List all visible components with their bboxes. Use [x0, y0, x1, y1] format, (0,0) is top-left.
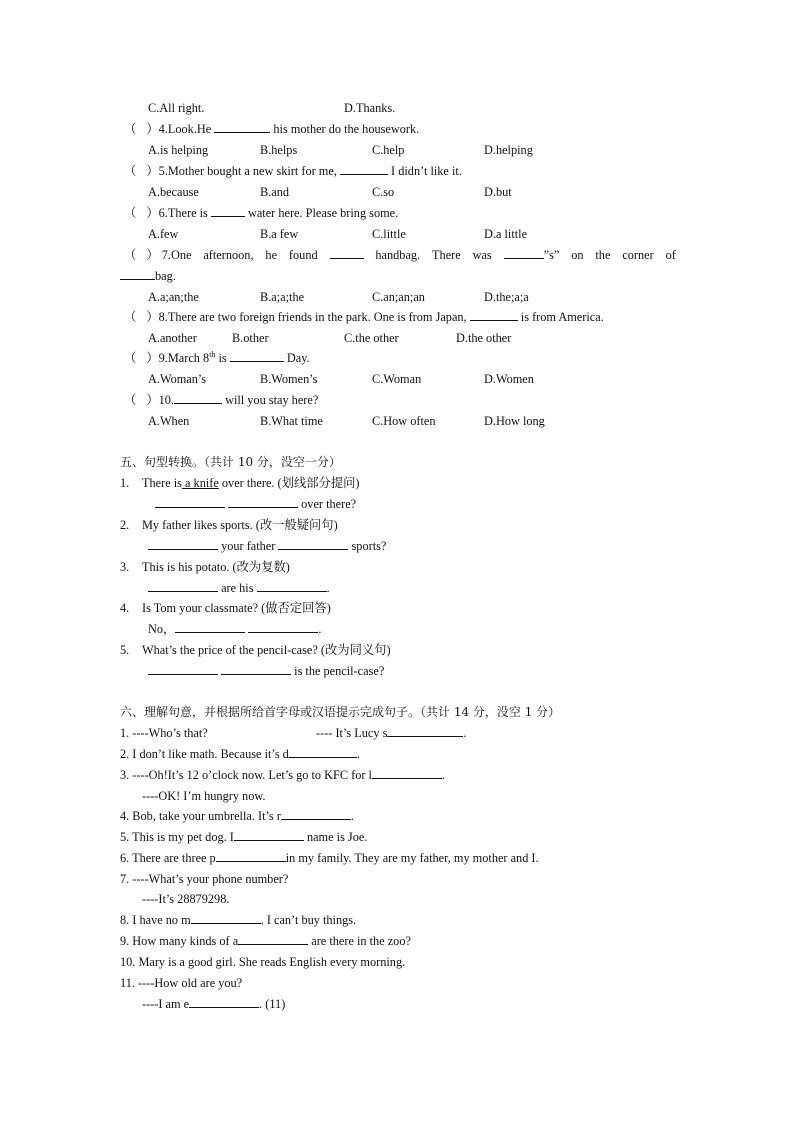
q9-option-b: B.Women’s — [260, 372, 318, 386]
sec5-item-1: 1. There is a knife over there. (划线部分提问) — [120, 476, 360, 490]
answer-blank[interactable] — [340, 163, 388, 175]
sec6-item-11-reply: ----I am e . (11) — [142, 997, 286, 1011]
answer-blank[interactable] — [189, 996, 259, 1008]
sec6-item-5: 5. This is my pet dog. I name is Joe. — [120, 830, 368, 844]
q3-option-d: D.Thanks. — [344, 101, 396, 115]
q6-option-b: B.a few — [260, 227, 299, 241]
sec6-item-2: 2. I don’t like math. Because it’s d . — [120, 747, 360, 761]
question-7-continuation: bag. — [120, 268, 176, 284]
q6-option-c: C.little — [372, 227, 406, 241]
q10-option-c: C.How often — [372, 414, 436, 428]
q3-option-c: C.All right. — [148, 101, 205, 115]
sec6-item-8: 8. I have no m . I can’t buy things. — [120, 913, 357, 927]
q4-option-b: B.helps — [260, 143, 298, 157]
sec5-item-3: 3. This is his potato. (改为复数) — [120, 560, 290, 574]
q9-option-d: D.Women — [484, 372, 534, 386]
q8-option-d: D.the other — [456, 331, 512, 345]
q9-option-a: A.Woman’s — [148, 372, 207, 386]
q10-option-d: D.How long — [484, 414, 545, 428]
answer-blank[interactable] — [211, 205, 245, 217]
sec5-item-2: 2. My father likes sports. (改一般疑问句) — [120, 518, 338, 532]
section-6-heading: 六、理解句意，并根据所给首字母或汉语提示完成句子。（共计 14 分，没空 1 分） — [120, 705, 561, 719]
question-6: （ ）6.There is water here. Please bring some. — [124, 206, 399, 220]
sec6-item-7-reply: ----It’s 28879298. — [142, 892, 230, 906]
answer-blank[interactable] — [504, 247, 544, 259]
answer-blank[interactable] — [387, 725, 463, 737]
sec6-item-9: 9. How many kinds of a are there in the zoo? — [120, 934, 411, 948]
section-5-heading: 五、句型转换。（共计 10 分，没空一分） — [120, 455, 341, 469]
q7-option-b: B.a;a;the — [260, 290, 305, 304]
answer-blank[interactable] — [234, 829, 304, 841]
answer-blank[interactable] — [248, 621, 318, 633]
q4-option-a: A.is helping — [148, 143, 209, 157]
q5-option-d: D.but — [484, 185, 512, 199]
answer-blank[interactable] — [221, 663, 291, 675]
answer-blank[interactable] — [281, 808, 351, 820]
q8-option-b: B.other — [232, 331, 269, 345]
answer-blank[interactable] — [174, 392, 222, 404]
answer-blank[interactable] — [216, 850, 286, 862]
sec5-item-3-answer: are his . — [148, 580, 330, 596]
sec5-item-5-answer: is the pencil-case? — [148, 663, 384, 679]
answer-blank[interactable] — [470, 309, 518, 321]
q5-option-a: A.because — [148, 185, 199, 199]
answer-blank[interactable] — [155, 496, 225, 508]
question-8: （ ）8.There are two foreign friends in the park. One is from Japan, is from America. — [124, 310, 604, 324]
q7-option-d: D.the;a;a — [484, 290, 529, 304]
question-9: （ ）9.March 8th is Day. — [124, 349, 310, 365]
sec5-item-2-answer: your father sports? — [148, 538, 386, 554]
sec6-item-3-reply: ----OK! I’m hungry now. — [142, 789, 266, 803]
q5-option-c: C.so — [372, 185, 395, 199]
sec6-item-11: 11. ----How old are you? — [120, 976, 243, 990]
question-10: （ ）10. will you stay here? — [124, 393, 319, 407]
question-7: （ ） 7.One afternoon, he found handbag. There was ”s” on the corner of — [124, 248, 676, 262]
q8-option-c: C.the other — [344, 331, 399, 345]
sec6-item-7: 7. ----What’s your phone number? — [120, 872, 289, 886]
answer-blank[interactable] — [257, 580, 327, 592]
q4-option-c: C.help — [372, 143, 405, 157]
sec5-item-4: 4. Is Tom your classmate? (做否定回答) — [120, 601, 331, 615]
q5-option-b: B.and — [260, 185, 290, 199]
sec6-item-1: 1. ----Who’s that? — [120, 726, 208, 740]
sec5-item-4-answer: No， . — [148, 622, 322, 636]
q7-option-c: C.an;an;an — [372, 290, 425, 304]
sec5-item-1-answer: over there? — [155, 496, 356, 512]
answer-blank[interactable] — [228, 496, 298, 508]
q10-option-a: A.When — [148, 414, 190, 428]
sec6-item-3: 3. ----Oh!It’s 12 o’clock now. Let’s go to KFC for l . — [120, 768, 446, 782]
q8-option-a: A.another — [148, 331, 197, 345]
answer-blank[interactable] — [372, 767, 442, 779]
answer-blank[interactable] — [148, 580, 218, 592]
sec5-item-5: 5. What’s the price of the pencil-case? (改为同义句) — [120, 643, 391, 657]
q6-option-d: D.a little — [484, 227, 528, 241]
answer-blank[interactable] — [148, 538, 218, 550]
question-5: （ ）5.Mother bought a new skirt for me, I didn’t like it. — [124, 164, 462, 178]
question-4: （ ）4.Look.He his mother do the housework. — [124, 122, 420, 136]
answer-blank[interactable] — [175, 621, 245, 633]
answer-blank[interactable] — [230, 350, 284, 362]
sec6-item-1-reply: ---- It’s Lucy s . — [316, 726, 467, 740]
sec6-item-4: 4. Bob, take your umbrella. It’s r . — [120, 809, 354, 823]
sec6-item-10: 10. Mary is a good girl. She reads English every morning. — [120, 955, 406, 969]
q9-option-c: C.Woman — [372, 372, 422, 386]
answer-blank[interactable] — [191, 912, 261, 924]
q6-option-a: A.few — [148, 227, 179, 241]
q7-option-a: A.a;an;the — [148, 290, 199, 304]
q10-option-b: B.What time — [260, 414, 323, 428]
answer-blank[interactable] — [330, 247, 364, 259]
answer-blank[interactable] — [278, 538, 348, 550]
sec6-item-6: 6. There are three p in my family. They are my father, my mother and I. — [120, 851, 539, 865]
answer-blank[interactable] — [214, 121, 270, 133]
answer-blank[interactable] — [289, 746, 357, 758]
q4-option-d: D.helping — [484, 143, 533, 157]
answer-blank[interactable] — [120, 268, 155, 280]
answer-blank[interactable] — [238, 933, 308, 945]
answer-blank[interactable] — [148, 663, 218, 675]
